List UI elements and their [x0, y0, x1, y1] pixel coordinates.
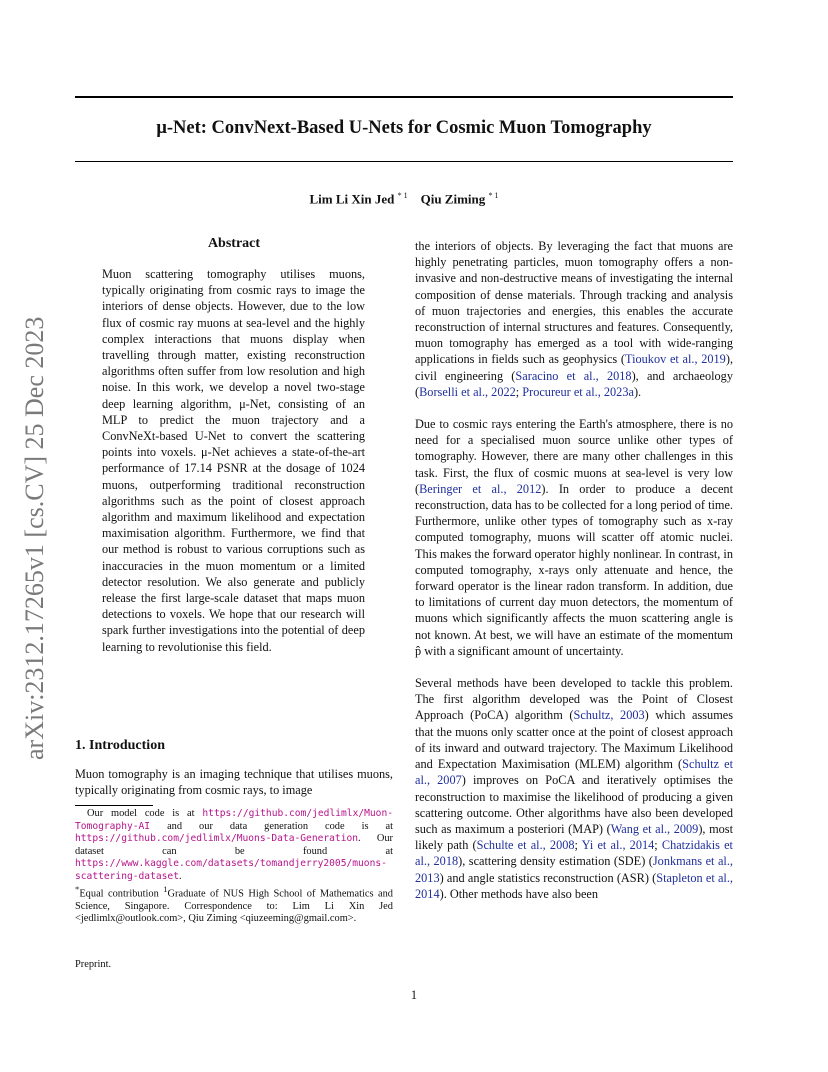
paragraph: the interiors of objects. By leveraging the fact that muons are highly penetrating particles, muon tomography offers a non-invasive and non-destructive means of investigating the internal composition of dense materials. Through tracking and analysis of muon trajectories and energies, this enables the accurate reconstruction of internal structures and features. Consequently, muon tomography has emerged as a tool with wide-ranging applications in fields such as geophysics (Tioukov et al., 2019), civil engineering (Saracino et al., 2018), and archaeology (Borselli et al., 2022; Procureur et al., 2023a). — [415, 239, 734, 399]
citation-link[interactable]: Saracino et al., 2018 — [515, 368, 632, 383]
footnote-code: Our model code is at https://github.com/jedlimlx/Muon-Tomography-AI and our data generation code is at https://github.com/jedlimlx/Muons-Data-Generation. Our dataset can be found at https://www.kaggle.com/datasets/tomandjerry2005/muons-scattering-dataset. — [75, 808, 393, 882]
introduction-text: Muon tomography is an imaging technique that utilises muons, typically originating from cosmic rays, to image — [75, 767, 393, 798]
arxiv-stamp: arXiv:2312.17265v1 [cs.CV] 25 Dec 2023 — [20, 316, 49, 760]
citation-link[interactable]: Schultz et al., 2007 — [415, 757, 733, 788]
author-marks: * 1 — [488, 191, 499, 200]
footnote-affiliation: *Equal contribution $^1$Graduate of NUS High School of Mathematics and Science, Singapore. Correspondence to: Lim Li Xin Jed <jedlimlx@outlook.com>, Qiu Ziming <qiuzeeming@gmail.com>. — [75, 884, 393, 925]
citation-link[interactable]: Yi et al., 2014 — [581, 838, 655, 853]
citation-link[interactable]: Tioukov et al., 2019 — [625, 352, 726, 367]
right-column — [415, 238, 733, 902]
abstract-text: Muon scattering tomography utilises muons, typically originating from cosmic rays to image the interiors of dense objects. However, due to the low flux of cosmic ray muons at sea-level and the highly complex interactions that muons display when travelling through matter, existing reconstruction algorithms often suffer from low resolution and high noise. In this work, we develop a novel two-stage deep learning algorithm, μ-Net, consisting of an MLP to predict the muon trajectory and a ConvNeXt-based U-Net to convert the scattering points into voxels. μ-Net achieves a state-of-the-art performance of 17.14 PSNR at the dosage of 1024 muons, outperforming traditional reconstruction algorithms such as the point of closest approach algorithm and maximum likelihood and expectation maximisation algorithm. Furthermore, we find that our method is robust to various corruptions such as inaccuracies in the muon momentum or a limited detector resolution. We also generate and publicly release the first large-scale dataset that maps muon detections to voxels. We hope that our research will spark further investigations into the potential of deep learning to revolutionise this field. — [102, 267, 365, 654]
author-name: Lim Li Xin Jed — [309, 191, 395, 207]
title-rule-bottom — [75, 161, 733, 162]
dataset-link[interactable]: https://www.kaggle.com/datasets/tomandjerry2005/muons-scattering-dataset — [75, 858, 387, 882]
citation-link[interactable]: Wang et al., 2009 — [610, 821, 699, 836]
citation-link[interactable]: Procureur et al., 2023a — [522, 384, 634, 399]
section-heading-introduction: 1. Introduction — [75, 738, 165, 753]
citation-link[interactable]: Borselli et al., 2022 — [419, 384, 516, 399]
title-rule-top — [75, 96, 733, 98]
abstract-heading: Abstract — [207, 236, 261, 251]
citation-link[interactable]: Schultz, 2003 — [573, 708, 645, 723]
model-code-link[interactable]: https://github.com/jedlimlx/Muon-Tomography-AI — [75, 808, 393, 832]
paragraph: Due to cosmic rays entering the Earth's atmosphere, there is no need for a specialised muon source unlike other types of tomography. However, there are many other challenges in this task. First, the flux of cosmic muons at sea-level is very low (Beringer et al., 2012). In order to produce a decent reconstruction, data has to be collected for a long period of time. Furthermore, unlike other types of tomography such as x-ray computed tomography, muons will scatter off atomic nuclei. This makes the forward operator highly nonlinear. In contrast, in computed tomography, x-rays only attenuate and hence, the forward operator is the linear radon transform. In addition, due to limitations of current day muon detectors, the momentum of muons which significantly affects the muon scattering angle is not known. At best, we will have an estimate of the momentum p̂ with a significant amount of uncertainty. — [415, 417, 733, 658]
citation-link[interactable]: Chatzidakis et al., 2018 — [415, 838, 733, 869]
paper-title: μ-Net: ConvNext-Based U-Nets for Cosmic Muon Tomography — [156, 118, 652, 138]
footnote-rule — [75, 805, 153, 806]
author-marks: * 1 — [397, 191, 408, 200]
citation-link[interactable]: Jonkmans et al., 2013 — [415, 854, 733, 885]
footnotes — [75, 808, 393, 926]
citation-link[interactable]: Beringer et al., 2012 — [419, 481, 542, 496]
abstract-body — [102, 266, 365, 655]
citation-link[interactable]: Schulte et al., 2008 — [476, 838, 575, 853]
page-number: 1 — [410, 988, 418, 1002]
author-name: Qiu Ziming — [420, 191, 486, 207]
author-list — [75, 191, 733, 207]
introduction-body — [75, 766, 393, 798]
preprint-note: Preprint. — [75, 959, 112, 970]
paragraph: Several methods have been developed to tackle this problem. The first algorithm developed was the Point of Closest Approach (PoCA) algorithm (Schultz, 2003) which assumes that the muons only scatter once at the point of closest approach of its inward and outward trajectory. The Maximum Likelihood and Expectation Maximisation (MLEM) algorithm (Schultz et al., 2007) improves on PoCA and iteratively optimises the reconstruction to maximise the likelihood of producing a given scattering outcome. Other algorithms have also been developed such as maximum a posteriori (MAP) (Wang et al., 2009), most likely path (Schulte et al., 2008; Yi et al., 2014; Chatzidakis et al., 2018), scattering density estimation (SDE) (Jonkmans et al., 2013) and angle statistics reconstruction (ASR) (Stapleton et al., 2014). Other methods have also been — [415, 676, 734, 901]
data-code-link[interactable]: https://github.com/jedlimlx/Muons-Data-Generation — [75, 833, 359, 844]
citation-link[interactable]: Stapleton et al., 2014 — [415, 870, 733, 901]
